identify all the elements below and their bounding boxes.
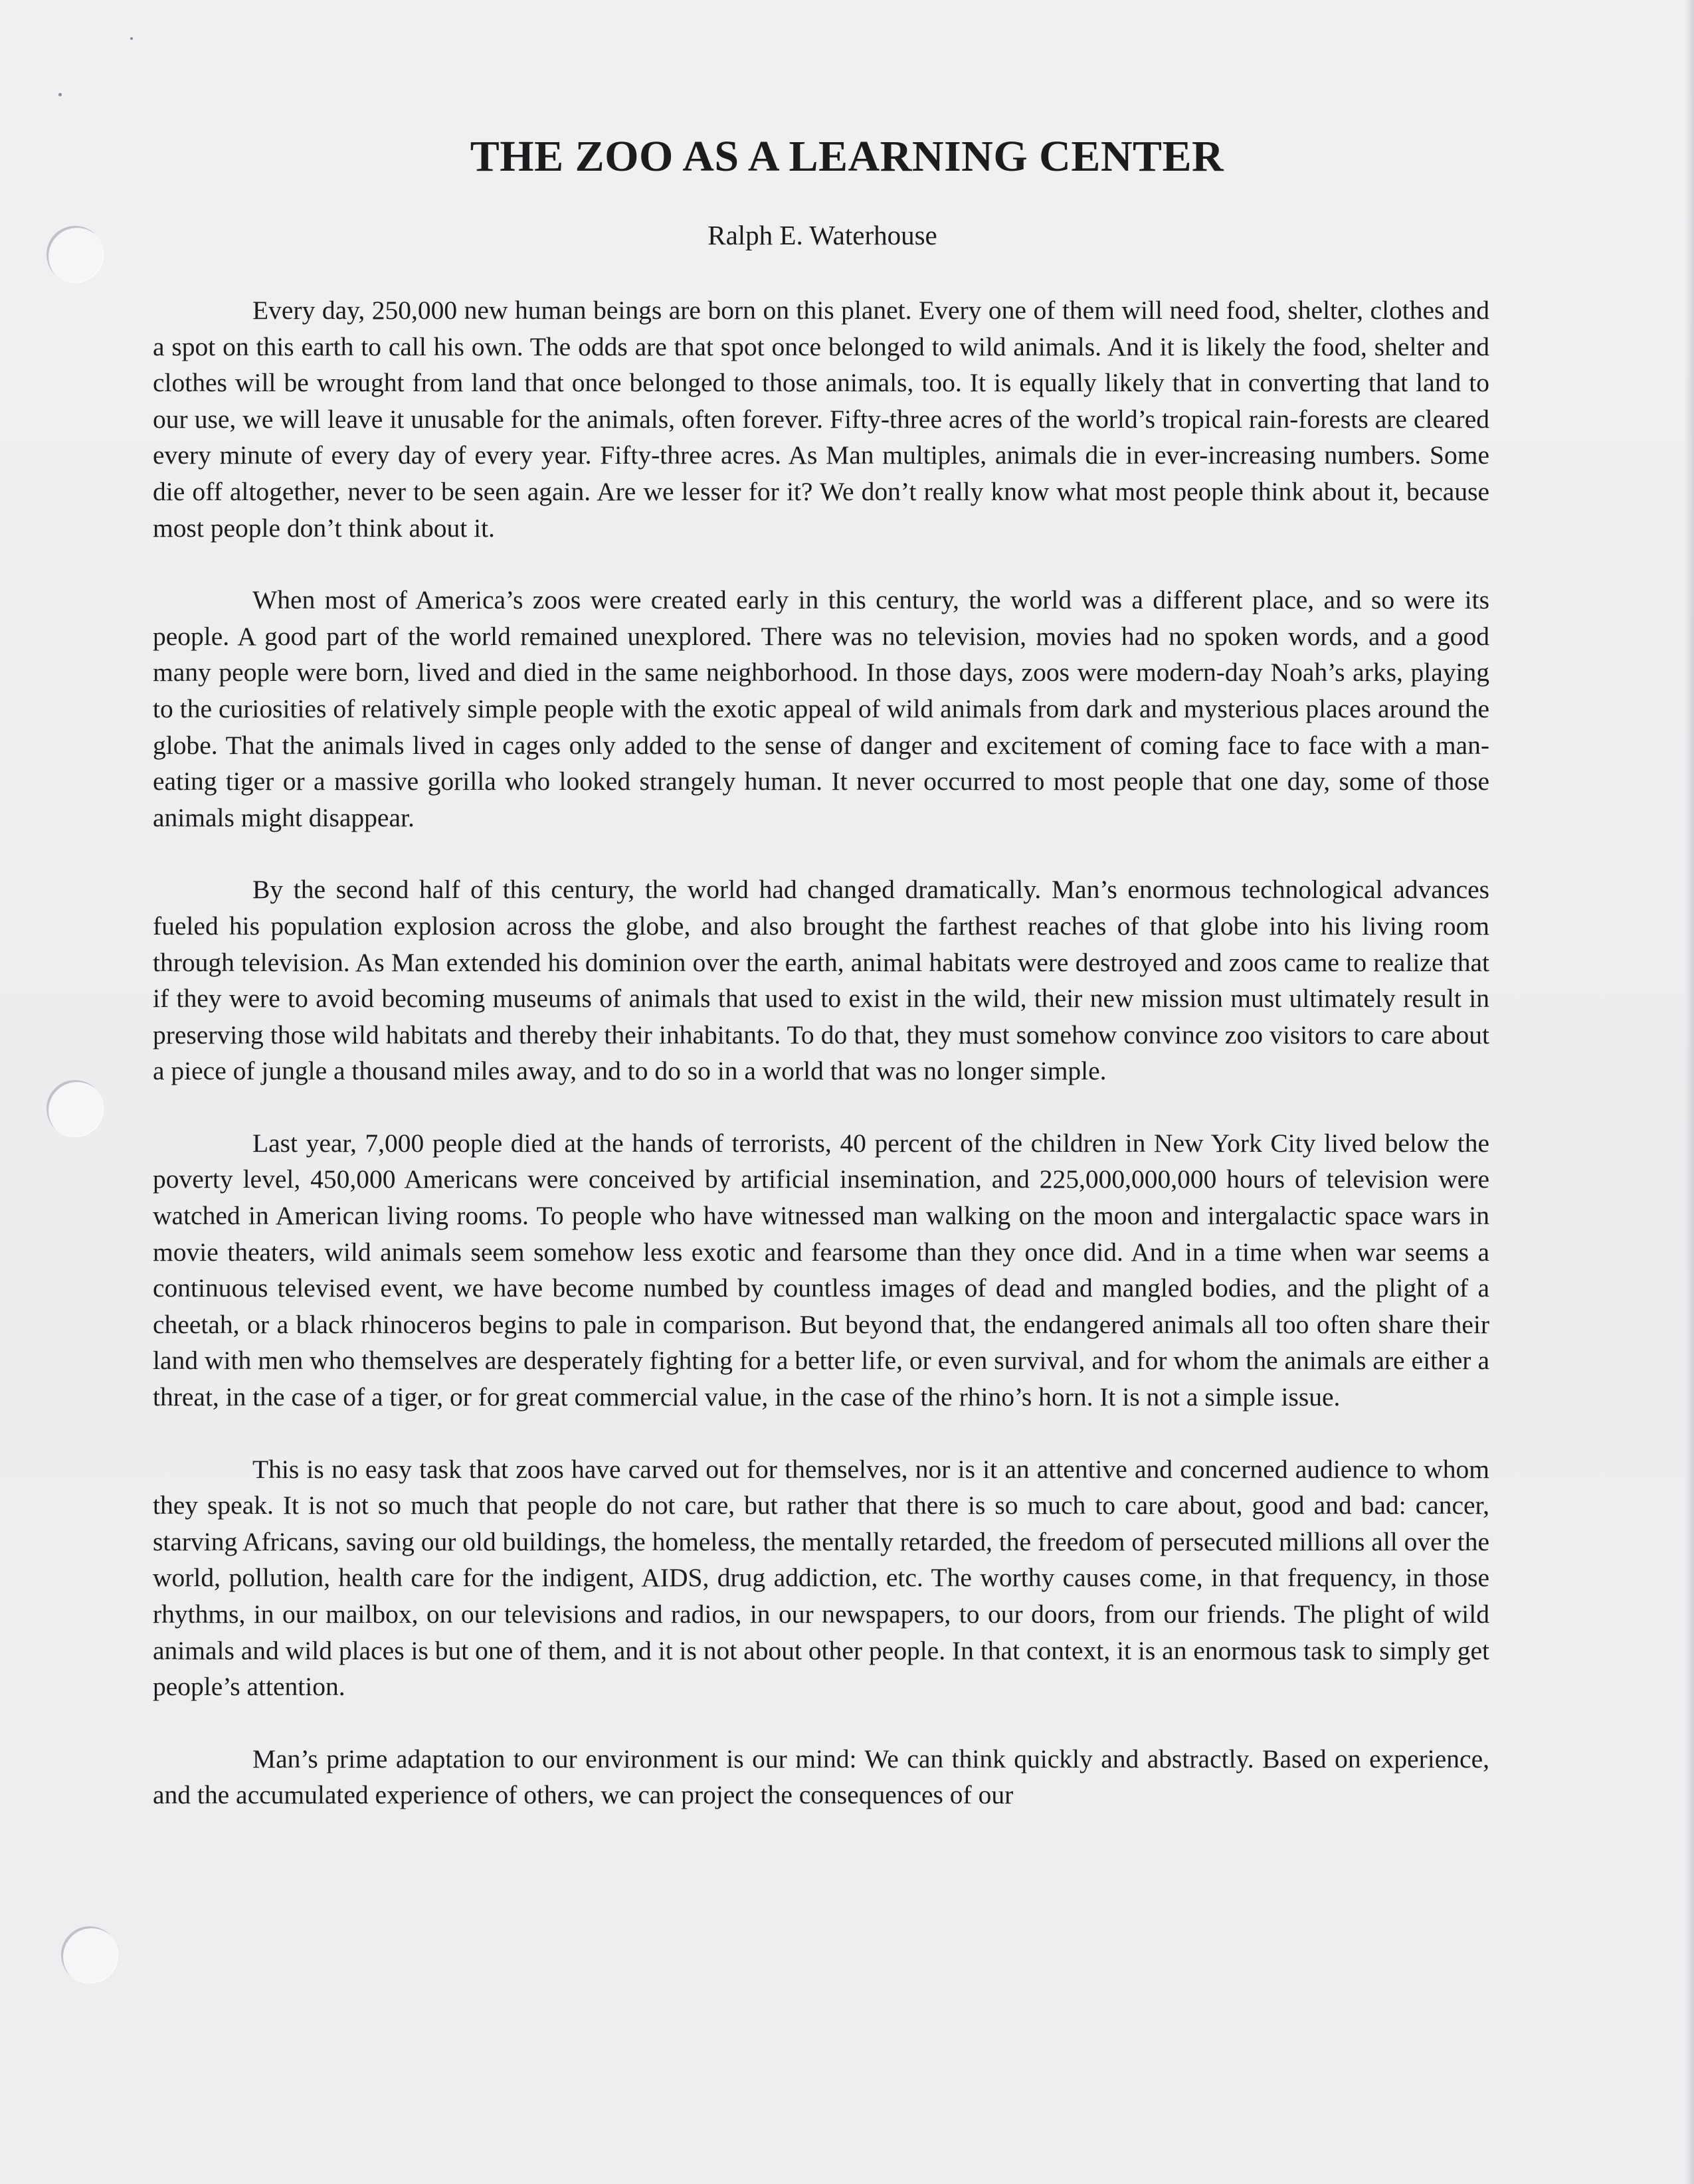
scan-speck [130, 37, 133, 40]
paragraph-5: This is no easy task that zoos have carved out for themselves, nor is it an attentive and concerned audience to whom they speak. It is not so much that people do not care, but rather that there is so much to care about, good and bad: cancer, starving Africans, saving our old buildings, the homeless, the mentally retarded, the freedom of persecuted millions all over the world, pollution, health care for the indigent, AIDS, drug addiction, etc. The worthy causes come, in that frequency, in those rhythms, in our mailbox, on our televisions and radios, in our newspapers, to our doors, from our friends. The plight of wild animals and wild places is but one of them, and it is not about other people. In that context, it is an enormous task to simply get people’s attention. [153, 1454, 1489, 1702]
document-title: THE ZOO AS A LEARNING CENTER [470, 132, 1224, 181]
paragraph-2: When most of America’s zoos were created early in this century, the world was a different place, and so were its people. A good part of the world remained unexplored. There was no television, movies had no spoken words, and a good many people were born, lived and died in the same neighborhood. In those days, zoos were modern-day Noah’s arks, playing to the curiosities of relatively simple people with the exotic appeal of wild animals from dark and mysterious places around the globe. That the animals lived in cages only added to the sense of danger and excitement of coming face to face with a man-eating tiger or a massive gorilla who looked strangely human. It never occurred to most people that one day, some of those animals might disappear. [153, 585, 1489, 832]
punch-hole-middle [47, 1080, 104, 1137]
scan-speck [58, 93, 62, 96]
document-author: Ralph E. Waterhouse [707, 220, 937, 250]
paragraph-1: Every day, 250,000 new human beings are born on this planet. Every one of them will need food, shelter, clothes and a spot on this earth to call his own. The odds are that spot once belonged to wild animals. And it is likely the food, shelter and clothes will be wrought from land that once belonged to those animals, too. It is equally likely that in converting that land to our use, we will leave it unusable for the animals, often forever. Fifty-three acres of the world’s tropical rain-forests are cleared every minute of every day of every year. Fifty-three acres. As Man multiples, animals die in ever-increasing numbers. Some die off altogether, never to be seen again. Are we lesser for it? We don’t really know what most people think about it, because most people don’t think about it. [153, 296, 1489, 543]
paragraph-3: By the second half of this century, the world had changed dramatically. Man’s enormous technological advances fueled his population explosion across the globe, and also brought the farthest reaches of that globe into his living room through television. As Man extended his dominion over the earth, animal habitats were destroyed and zoos came to realize that if they were to avoid becoming museums of animals that used to exist in the wild, their new mission must ultimately result in preserving those wild habitats and thereby their inhabitants. To do that, they must somehow convince zoo visitors to care about a piece of jungle a thousand miles away, and to do so in a world that was no longer simple. [153, 875, 1489, 1086]
document-body [153, 292, 1489, 1813]
paragraph-4: Last year, 7,000 people died at the hands of terrorists, 40 percent of the children in New York City lived below the poverty level, 450,000 Americans were conceived by artificial insemination, and 225,000,000,000 hours of television were watched in American living rooms. To people who have witnessed man walking on the moon and intergalactic space wars in movie theaters, wild animals seem somehow less exotic and fearsome than they once did. And in a time when war seems a continuous televised event, we have become numbed by countless images of dead and mangled bodies, and the plight of a cheetah, or a black rhinoceros begins to pale in comparison. But beyond that, the endangered animals all too often share their land with men who themselves are desperately fighting for a better life, or even survival, and for whom the animals are either a threat, in the case of a tiger, or for great commercial value, in the case of the rhino’s horn. It is not a simple issue. [153, 1128, 1489, 1412]
punch-hole-bottom [61, 1926, 118, 1983]
paragraph-6: Man’s prime adaptation to our environment is our mind: We can think quickly and abstractly. Based on experience, and the accumulated experience of others, we can project the consequences of our [153, 1744, 1489, 1810]
page-edge-shadow [1685, 0, 1694, 2184]
